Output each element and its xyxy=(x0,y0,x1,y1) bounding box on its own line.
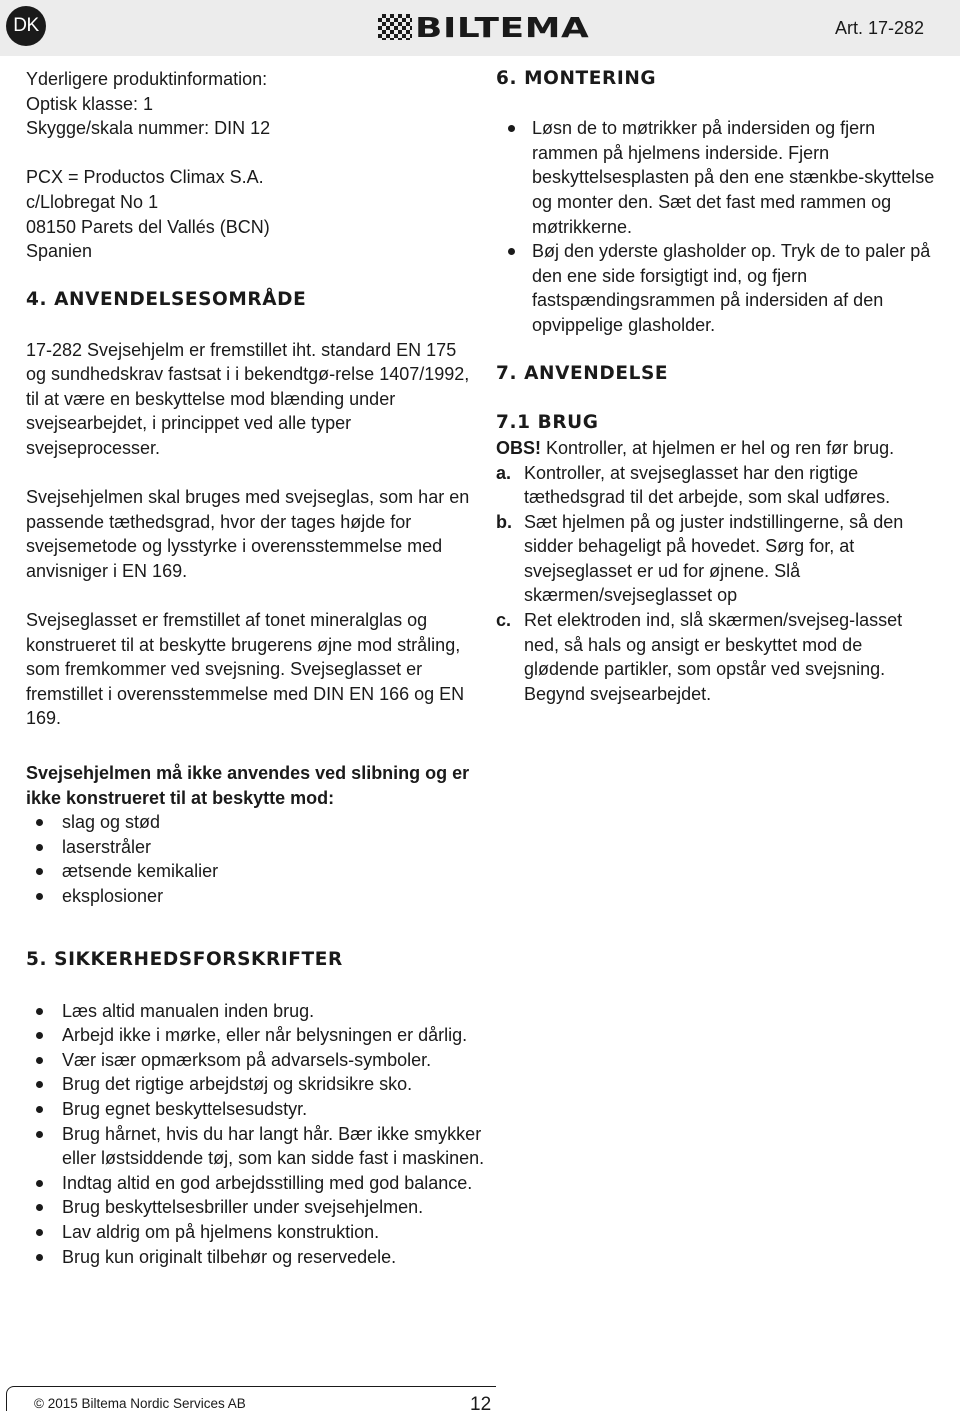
list-item: Brug det rigtige arbejdstøj og skridsikre sko. xyxy=(26,1072,486,1097)
step-text: Ret elektroden ind, slå skærmen/svejseg-lasset ned, så hals og ansigt er beskyttet mod de glødende partikler, som opstår ved svejsning. Begynd svejsearbejdet. xyxy=(524,610,903,704)
footer-divider xyxy=(16,1386,496,1387)
footer-corner xyxy=(6,1386,17,1411)
list-item: eksplosioner xyxy=(26,884,476,909)
obs-note xyxy=(496,436,936,461)
checkered-flag-icon xyxy=(378,14,412,40)
manufacturer-line: PCX = Productos Climax S.A. xyxy=(26,167,264,188)
list-item: slag og stød xyxy=(26,810,476,835)
warning-list xyxy=(26,810,476,908)
article-number: Art. 17-282 xyxy=(834,18,924,38)
obs-text: Kontroller, at hjelmen er hel og ren før brug. xyxy=(541,437,895,458)
paragraph-standard: 17-282 Svejsehjelm er fremstillet iht. standard EN 175 og sundhedskrav fastsat i i bekendtgø-relse 1407/1992, til at være en beskyttelse mod blænding under svejsearbejdet, i princippet ved alle typer svejseprocesser. xyxy=(26,339,470,458)
step-letter: b. xyxy=(496,511,512,532)
safety-section xyxy=(26,948,486,1269)
list-item: Lav aldrig om på hjelmens konstruktion. xyxy=(26,1220,486,1245)
product-info-line: Yderligere produktinformation: xyxy=(26,69,268,89)
safety-list xyxy=(26,999,486,1270)
step-letter: c. xyxy=(496,610,512,631)
list-item: Brug egnet beskyttelsesudstyr. xyxy=(26,1097,486,1122)
left-column xyxy=(26,67,476,909)
list-item: Arbejd ikke i mørke, eller når belysningen er dårlig. xyxy=(26,1023,486,1048)
warning-heading: Svejsehjelmen må ikke anvendes ved slibning og er ikke konstrueret til at beskytte mod: xyxy=(26,763,470,808)
list-item: Indtag altid en god arbejdsstilling med god balance. xyxy=(26,1171,486,1196)
section-5-heading: 5. SIKKERHEDSFORSKRIFTER xyxy=(26,949,343,970)
section-7-heading: 7. ANVENDELSE xyxy=(496,363,669,385)
step-b xyxy=(496,510,936,608)
manufacturer-line: Spanien xyxy=(26,241,93,262)
section-6-heading: 6. MONTERING xyxy=(496,68,657,89)
paragraph-glass: Svejseglasset er fremstillet af tonet mineralglas og konstrueret til at beskytte brugerens øjne mod stråling, som fremkommer ved svejsning. Svejseglasset er fremstillet i overensstemmelse med DIN EN 166 og EN 169. xyxy=(26,610,465,729)
list-item: Brug hårnet, hvis du har langt hår. Bær ikke smykker eller løstsiddende tøj, som kan sidde fast i maskinen. xyxy=(26,1122,486,1171)
step-text: Kontroller, at svejseglasset har den rigtige tæthedsgrad til det arbejde, som skal udføres. xyxy=(524,462,891,508)
list-item: Brug beskyttelsesbriller under svejsehjelmen. xyxy=(26,1195,486,1220)
obs-label: OBS! xyxy=(496,437,541,458)
step-a xyxy=(496,461,936,510)
right-column xyxy=(496,67,936,706)
step-text: Sæt hjelmen på og juster indstillingerne, så den sidder behageligt på hovedet. Sørg for, at svejseglasset er ud for øjnene. Slå skærmen/svejseglasset op xyxy=(524,511,904,606)
manufacturer-line: c/Llobregat No 1 xyxy=(26,191,159,212)
list-item: ætsende kemikalier xyxy=(26,859,476,884)
list-item: Brug kun originalt tilbehør og reservedele. xyxy=(26,1245,486,1270)
step-c xyxy=(496,608,936,706)
page-header xyxy=(0,0,960,56)
list-item: Løsn de to møtrikker på indersiden og fjern rammen på hjelmens inderside. Fjern beskyttelsesplasten på den ene stænkbe-skyttelse og monter den. Sæt det fast med rammen og møtrikkerne. xyxy=(496,116,936,239)
product-info-line: Skygge/skala nummer: DIN 12 xyxy=(26,118,271,139)
copyright-text: © 2015 Biltema Nordic Services AB xyxy=(34,1396,246,1411)
section-7-1-heading: 7.1 BRUG xyxy=(496,412,599,434)
brand-name: BILTEMA xyxy=(415,10,590,44)
mounting-list xyxy=(496,116,936,337)
paragraph-usage: Svejsehjelmen skal bruges med svejseglas, som har en passende tæthedsgrad, hvor der tages højde for svejsemetode og lysstyrke i overensstemmelse med anvisniger i EN 169. xyxy=(26,487,470,581)
language-badge: DK xyxy=(6,6,46,46)
list-item: Læs altid manualen inden brug. xyxy=(26,999,486,1024)
page-number: 12 xyxy=(470,1394,492,1415)
brand-logo xyxy=(378,10,590,44)
list-item: Bøj den yderste glasholder op. Tryk de to paler på den ene side forsigtigt ind, og fjern fastspændingsrammen på indersiden af den opvippelige glasholder. xyxy=(496,239,936,337)
list-item: laserstråler xyxy=(26,835,476,860)
manufacturer-line: 08150 Parets del Vallés (BCN) xyxy=(26,216,270,237)
product-info-line: Optisk klasse: 1 xyxy=(26,93,154,114)
step-letter: a. xyxy=(496,462,512,483)
section-4-heading: 4. ANVENDELSESOMRÅDE xyxy=(26,289,307,311)
list-item: Vær især opmærksom på advarsels-symboler. xyxy=(26,1048,486,1073)
